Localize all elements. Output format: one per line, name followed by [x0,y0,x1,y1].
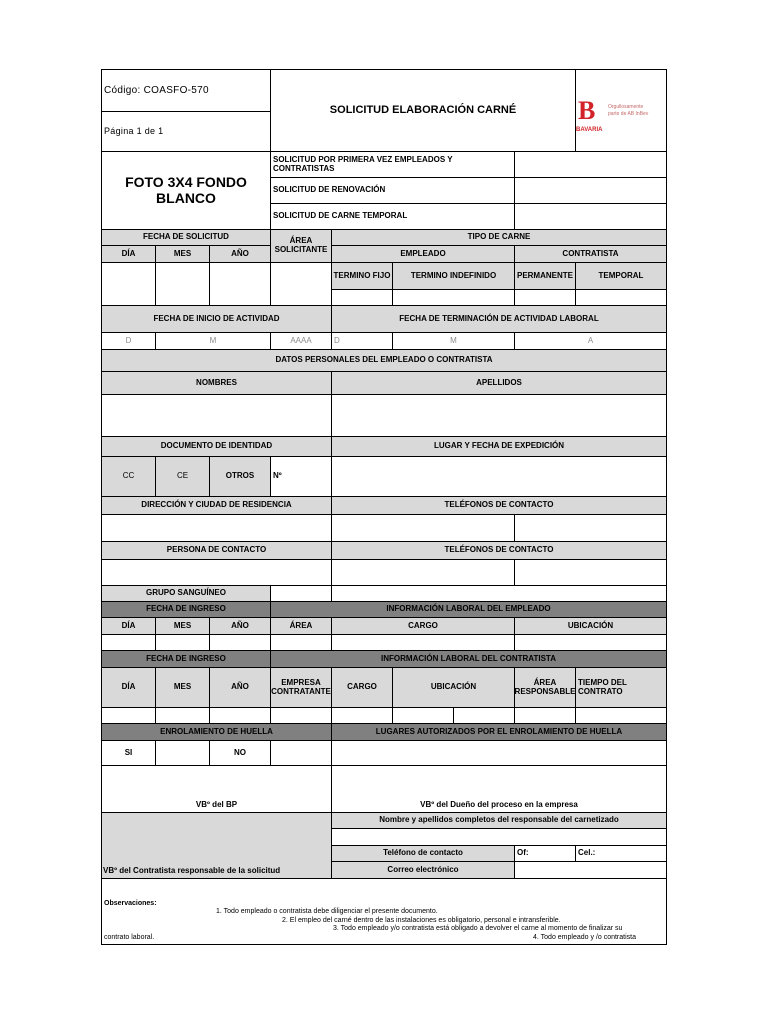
observations [102,892,666,945]
request-type-renewal: SOLICITUD DE RENOVACIÓN [271,178,515,204]
employee-location-header: UBICACIÓN [515,618,666,635]
employee-day-field[interactable] [102,635,156,651]
temporary-check[interactable] [576,290,666,306]
phone-field-2[interactable] [515,515,666,542]
employee-header: EMPLEADO [332,246,515,263]
contractor-signature[interactable]: VBº del Contratista responsable de la solicitud [102,813,332,879]
form-title: SOLICITUD ELABORACIÓN CARNÉ [271,70,576,152]
request-year-header: AÑO [210,246,271,263]
fingerprint-enrollment-header: ENROLAMIENTO DE HUELLA [102,724,332,741]
request-date-header: FECHA DE SOLICITUD [102,230,271,246]
employee-year-field[interactable] [210,635,271,651]
contact-phone-field-1[interactable] [332,560,515,586]
employee-entry-date-header: FECHA DE INGRESO [102,602,271,618]
request-type-first-check[interactable] [515,152,666,178]
activity-start-day[interactable]: D [102,333,156,350]
fingerprint-places-header: LUGARES AUTORIZADOS POR EL ENROLAMIENTO DE HUELLA [332,724,666,741]
phones-header: TELÉFONOS DE CONTACTO [332,497,666,515]
blood-type-field[interactable] [271,586,332,602]
indefinite-term-header: TERMINO INDEFINIDO [393,263,515,290]
issue-place-header: LUGAR Y FECHA DE EXPEDICIÓN [332,437,666,457]
id-number-field[interactable]: Nº [271,457,332,497]
employee-position-field[interactable] [332,635,515,651]
contractor-header: CONTRATISTA [515,246,666,263]
request-day-header: DÍA [102,246,156,263]
contractor-day-field[interactable] [102,708,156,724]
personal-data-header: DATOS PERSONALES DEL EMPLEADO O CONTRATISTA [102,350,666,372]
activity-start-year[interactable]: AAAA [271,333,332,350]
phone-field-1[interactable] [332,515,515,542]
observation-4: 4. Todo empleado y /o contratista [533,934,636,941]
employee-year-header: AÑO [210,618,271,635]
form-code: Código: COASFO-570 [102,70,271,112]
address-field[interactable] [102,515,332,542]
area-header: ÁREA SOLICITANTE [271,230,332,263]
activity-end-day[interactable]: D [332,333,393,350]
email-field[interactable] [515,862,666,879]
request-type-temporary: SOLICITUD DE CARNE TEMPORAL [271,204,515,230]
permanent-check[interactable] [515,290,576,306]
request-type-renewal-check[interactable] [515,178,666,204]
observation-1: 1. Todo empleado o contratista debe diligenciar el presente documento. [216,908,438,915]
contact-phone-label: Teléfono de contacto [332,846,515,862]
blood-type-spacer [332,586,666,602]
page-number: Página 1 de 1 [102,112,271,152]
employee-area-field[interactable] [271,635,332,651]
indefinite-term-check[interactable] [393,290,515,306]
responsible-name-field[interactable] [332,829,666,846]
names-field[interactable] [102,395,332,437]
temporary-header: TEMPORAL [576,263,666,290]
contact-person-field[interactable] [102,560,332,586]
fingerprint-no-label: NO [210,741,271,766]
request-month-header: MES [156,246,210,263]
request-day-field[interactable] [102,263,156,306]
photo-box: FOTO 3X4 FONDO BLANCO [102,152,271,230]
contractor-position-field[interactable] [332,708,393,724]
contractor-month-header: MES [156,668,210,708]
employee-month-header: MES [156,618,210,635]
carne-request-form [101,69,667,945]
surnames-field[interactable] [332,395,666,437]
observation-3-cont: contrato laboral. [104,934,155,941]
bavaria-b-icon: B [578,96,596,125]
id-document-header: DOCUMENTO DE IDENTIDAD [102,437,332,457]
request-year-field[interactable] [210,263,271,306]
activity-end-header: FECHA DE TERMINACIÓN DE ACTIVIDAD LABORAL [332,306,666,333]
contact-phone-field-2[interactable] [515,560,666,586]
surnames-header: APELLIDOS [332,372,666,395]
issue-place-field[interactable] [332,457,666,497]
id-type-cc[interactable]: CC [102,457,156,497]
fixed-term-check[interactable] [332,290,393,306]
names-header: NOMBRES [102,372,332,395]
logo-name: BAVARIA [576,127,603,133]
employee-area-header: ÁREA [271,618,332,635]
contracting-company-header: EMPRESA CONTRATANTE [271,668,332,708]
office-phone-field[interactable]: Of: [515,846,576,862]
employee-day-header: DÍA [102,618,156,635]
process-owner-signature[interactable]: VBº del Dueño del proceso en la empresa [332,766,666,813]
contractor-year-field[interactable] [210,708,271,724]
area-field[interactable] [271,263,332,306]
permanent-header: PERMANENTE [515,263,576,290]
id-type-others[interactable]: OTROS [210,457,271,497]
observation-2: 2. El empleo del carné dentro de las instalaciones es obligatorio, personal e intransferible. [282,917,561,924]
employee-info-header: INFORMACIÓN LABORAL DEL EMPLEADO [271,602,666,618]
logo-tagline: Orgullosamente parte de AB InBev [608,104,649,117]
fingerprint-places-field[interactable] [332,741,666,766]
bp-signature[interactable]: VBº del BP [102,766,332,813]
email-label: Correo electrónico [332,862,515,879]
request-type-first: SOLICITUD POR PRIMERA VEZ EMPLEADOS Y CONTRATISTAS [271,152,515,178]
contractor-entry-date-header: FECHA DE INGRESO [102,651,271,668]
card-type-header: TIPO DE CARNE [332,230,666,246]
employee-location-field[interactable] [515,635,666,651]
bavaria-logo [576,96,656,140]
contracting-company-field[interactable] [271,708,332,724]
contractor-month-field[interactable] [156,708,210,724]
observation-3: 3. Todo empleado y/o contratista está obligado a devolver el carne al momento de finalizar su [333,925,623,932]
contractor-info-header: INFORMACIÓN LABORAL DEL CONTRATISTA [271,651,666,668]
contact-phones-header: TELÉFONOS DE CONTACTO [332,542,666,560]
request-type-temporary-check[interactable] [515,204,666,230]
responsible-area-header: ÁREA RESPONSABLE [515,668,576,708]
activity-start-month[interactable]: M [156,333,271,350]
id-type-ce[interactable]: CE [156,457,210,497]
responsible-name-header: Nombre y apellidos completos del responsable del carnetizado [332,813,666,829]
blood-type-header: GRUPO SANGUÍNEO [102,586,271,602]
contract-time-field[interactable] [576,708,666,724]
fingerprint-yes-check[interactable] [156,741,210,766]
fixed-term-header: TERMINO FIJO [332,263,393,290]
request-month-field[interactable] [156,263,210,306]
contractor-location-field-1[interactable] [393,708,454,724]
contractor-location-header: UBICACIÓN [393,668,515,708]
employee-position-header: CARGO [332,618,515,635]
observations-label: Observaciones: [104,900,157,907]
contractor-position-header: CARGO [332,668,393,708]
activity-end-year[interactable]: A [515,333,666,350]
contact-person-header: PERSONA DE CONTACTO [102,542,332,560]
cell-phone-field[interactable]: Cel.: [576,846,666,862]
fingerprint-yes-label: SI [102,741,156,766]
employee-month-field[interactable] [156,635,210,651]
fingerprint-no-check[interactable] [271,741,332,766]
contractor-location-field-2[interactable] [454,708,515,724]
activity-start-header: FECHA DE INICIO DE ACTIVIDAD [102,306,332,333]
contract-time-header: TIEMPO DEL CONTRATO [576,668,666,708]
responsible-area-field[interactable] [515,708,576,724]
address-header: DIRECCIÓN Y CIUDAD DE RESIDENCIA [102,497,332,515]
contractor-year-header: AÑO [210,668,271,708]
contractor-day-header: DÍA [102,668,156,708]
activity-end-month[interactable]: M [393,333,515,350]
